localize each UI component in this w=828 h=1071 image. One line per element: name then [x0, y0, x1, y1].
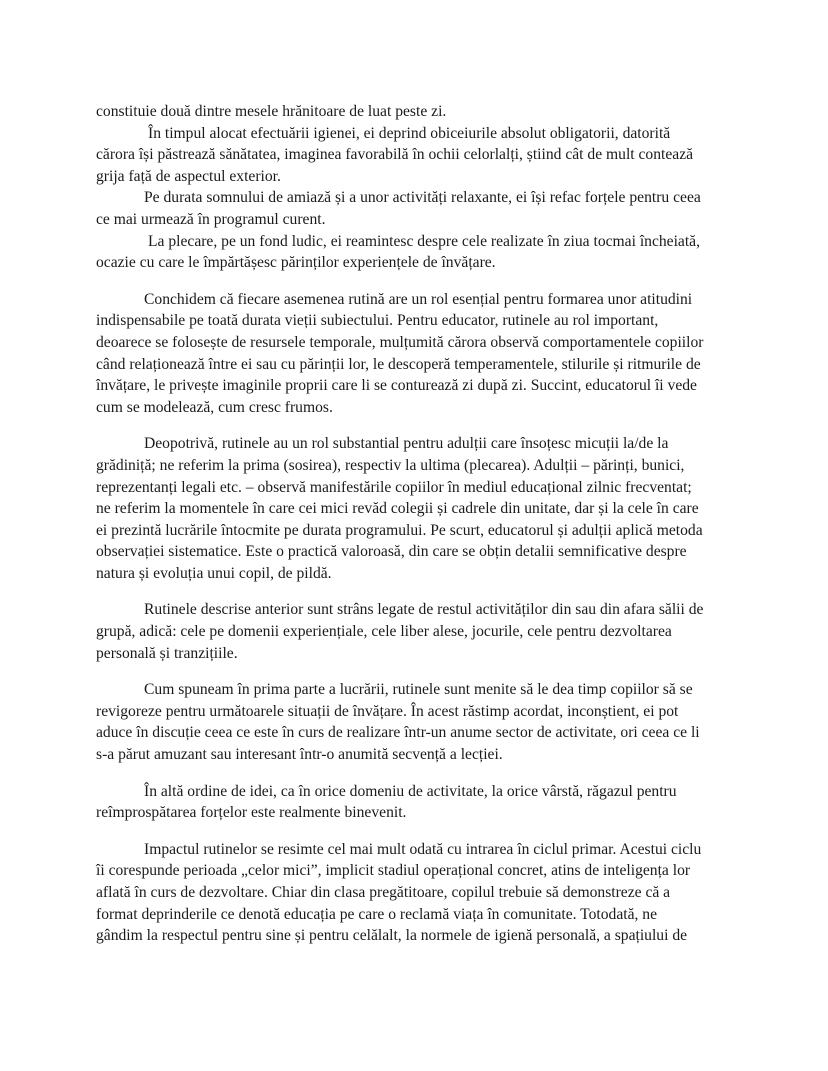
text-line: constituie două dintre mesele hrănitoare de luat peste zi.: [96, 103, 447, 120]
paragraph: [96, 433, 746, 584]
text-line: În timpul alocat efectuării igienei, ei deprind obiceiurile absolut obligatorii, datorită: [148, 124, 671, 142]
text-line: Conchidem că fiecare asemenea rutină are un rol esențial pentru formarea unor atitudini: [144, 290, 693, 308]
text-line: reîmprospătarea forțelor este realmente binevenit.: [96, 804, 407, 822]
paragraph: [96, 599, 746, 664]
text-line: La plecare, pe un fond ludic, ei reamintesc despre cele realizate în ziua tocmai încheiată,: [148, 232, 700, 250]
text-line: când relaționează între ei sau cu părinții lor, le descoperă temperamentele, stilurile și ritmurile de: [96, 355, 701, 373]
text-line: revigoreze pentru următoarele situații de învățare. În acest răstimp acordat, inconștient, ei pot: [96, 702, 679, 720]
text-line: deoarece se folosește de resursele temporale, mulțumită cărora observă comportamentele copiilor: [96, 333, 704, 351]
paragraph: [96, 839, 746, 947]
text-line: Deopotrivă, rutinele au un rol substantial pentru adulții care însoțesc micuții la/de la: [144, 435, 669, 453]
text-line: grădiniță; ne referim la prima (sosirea), respectiv la ultima (plecarea). Adulții – părinți, bunici,: [96, 456, 685, 474]
text-line: îi corespunde perioada „celor mici”, implicit stadiul operațional concret, atins de inteligența lor: [96, 862, 691, 880]
text-line: s-a părut amuzant sau interesant într-o anumită secvență a lecției.: [96, 746, 503, 764]
text-line: grija față de aspectul exterior.: [96, 167, 281, 185]
text-line: observației sistematice. Este o practică valoroasă, din care se obțin detalii semnificative despre: [96, 543, 687, 561]
paragraph: [96, 781, 746, 824]
text-line: ce mai urmează în programul curent.: [96, 210, 326, 228]
text-line: natura și evoluția unui copil, de pildă.: [96, 564, 332, 582]
paragraph: [96, 231, 746, 274]
text-line: grupă, adică: cele pe domenii experiențiale, cele liber alese, jocurile, cele pentru dezvoltarea: [96, 623, 672, 641]
paragraph: [96, 123, 746, 188]
document-page: [96, 101, 746, 947]
text-line: ocazie cu care le împărtășesc părinților experiențele de învățare.: [96, 254, 496, 272]
text-line: aflată în curs de dezvoltare. Chiar din clasa pregătitoare, copilul trebuie să demonstreze că a: [96, 884, 671, 901]
text-line: Rutinele descrise anterior sunt strâns legate de restul activităților din sau din afara sălii de: [144, 601, 704, 619]
text-line: Pe durata somnului de amiază și a unor activități relaxante, ei își refac forțele pentru ceea: [144, 189, 701, 207]
text-line: aduce în discuție ceea ce este în curs de realizare într-un anume sector de activitate, ori ceea ce li: [96, 724, 700, 742]
text-line: gândim la respectul pentru sine și pentru celălalt, la normele de igienă personală, a spațiului de: [96, 927, 688, 945]
text-line: indispensabile pe toată durata vieții subiectului. Pentru educator, rutinele au rol important,: [96, 312, 659, 330]
paragraph: [96, 289, 746, 419]
text-line: cărora își păstrează sănătatea, imaginea favorabilă în ochii celorlalți, știind cât de mult contează: [96, 146, 694, 164]
text-line: personală și tranzițiile.: [96, 644, 238, 662]
text-line: cum se modelează, cum cresc frumos.: [96, 398, 333, 416]
paragraph: [96, 679, 746, 765]
text-line: Impactul rutinelor se resimte cel mai mult odată cu intrarea în ciclul primar. Acestui ciclu: [144, 840, 702, 858]
text-line: învățare, le privește imaginile proprii care li se conturează zi după zi. Succint, educatorul îi vede: [96, 377, 697, 395]
text-line: ei prezintă lucrările întocmite pe durata programului. Pe scurt, educatorul și adulții aplică metoda: [96, 521, 703, 539]
text-line: format deprinderile ce denotă educația pe care o reclamă viața în comunitate. Totodată, ne: [96, 905, 658, 923]
paragraph: [96, 187, 746, 230]
text-line: ne referim la momentele în care cei mici revăd colegii și cadrele din unitate, dar și la cele în care: [96, 500, 699, 518]
text-line: Cum spuneam în prima parte a lucrării, rutinele sunt menite să le dea timp copiilor să se: [144, 681, 693, 699]
text-line: reprezentanți legali etc. – observă manifestările copiilor în mediul educațional zilnic frecventat;: [96, 478, 692, 496]
paragraph: [96, 101, 746, 123]
text-line: În altă ordine de idei, ca în orice domeniu de activitate, la orice vârstă, răgazul pentru: [144, 782, 677, 800]
